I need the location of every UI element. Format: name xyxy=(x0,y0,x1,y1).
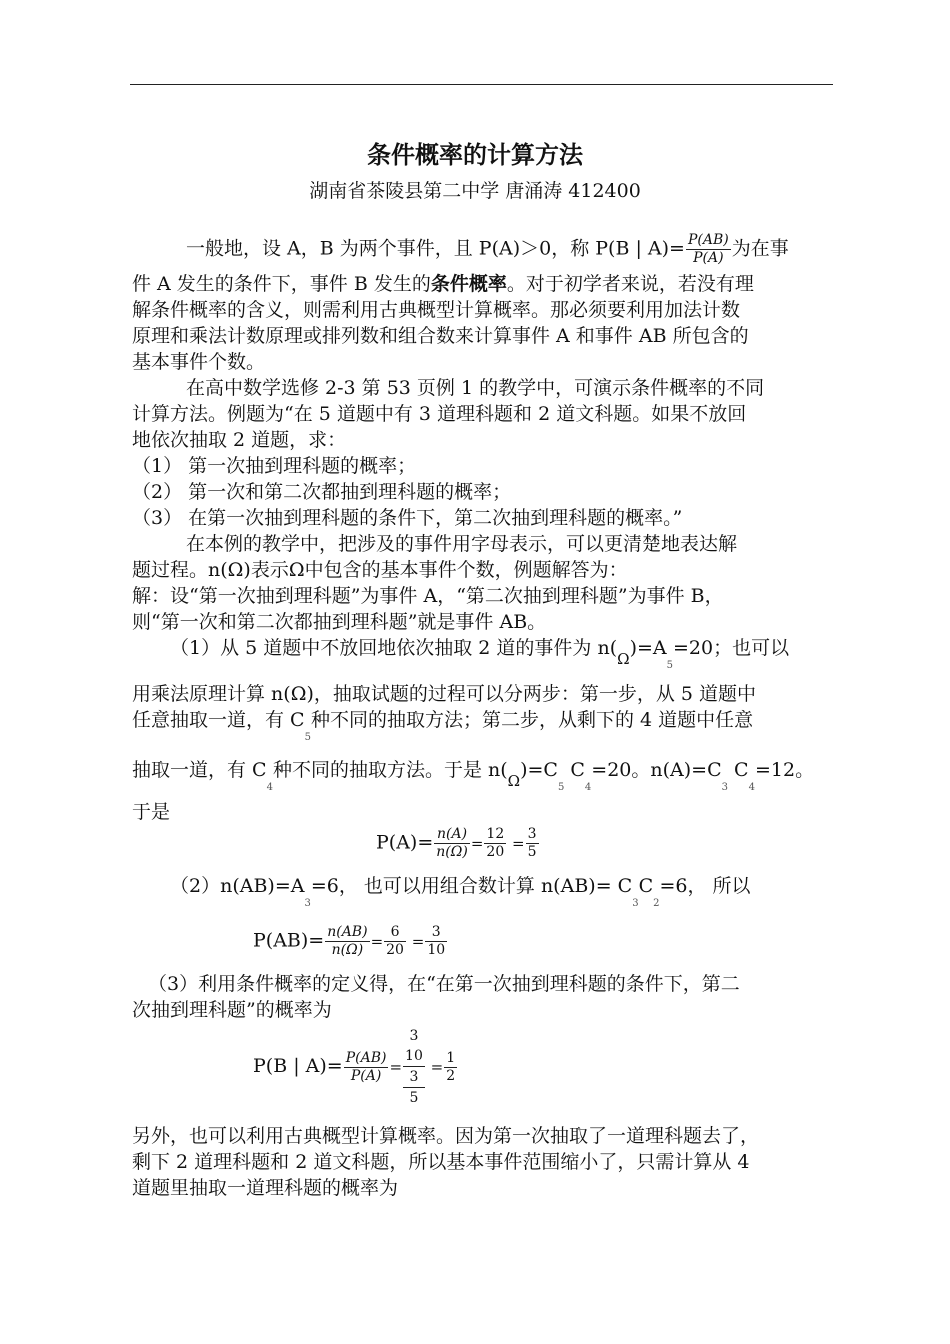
formula-pba: P(B | A)= $\frac{P(AB)}{P(A)}$ = 3 10 3 5 = $\frac{1}{2}$ xyxy=(253,1028,456,1106)
para3-line-2: 题过程。n(Ω)表示Ω中包含的基本事件个数，例题解答为： xyxy=(132,559,628,581)
question-3: （3） 在第一次抽到理科题的条件下，第二次抽到理科题的概率。” xyxy=(132,507,683,529)
header-rule xyxy=(130,84,833,85)
formula-pab: P(AB)= $\frac{n(AB)}{n(\Omega)}$ = $\frac{6}{20}$ = $\frac{3}{10}$ xyxy=(253,924,446,958)
closing-line-1: 另外，也可以利用古典概型计算概率。因为第一次抽取了一道理科题去了， xyxy=(132,1125,760,1147)
intro-line-2: 件 A 发生的条件下，事件 B 发生的条件概率。对于初学者来说，若没有理 xyxy=(132,273,754,295)
compound-fraction: 3 10 3 5 xyxy=(405,1028,423,1106)
intro-line-5: 基本事件个数。 xyxy=(132,351,266,373)
intro-line-4: 原理和乘法计数原理或排列数和组合数来计算事件 A 和事件 AB 所包含的 xyxy=(132,325,749,347)
formula-pa: P(A)= $\frac{n(A)}{n(\Omega)}$ = $\frac{12}{20}$ = $\frac{3}{5}$ xyxy=(376,826,537,860)
closing-line-3: 道题里抽取一道理科题的概率为 xyxy=(132,1177,399,1199)
para2-line-2: 计算方法。例题为“在 5 道题中有 3 道理科题和 2 道文科题。如果不放回 xyxy=(132,403,747,425)
para2-line-3: 地依次抽取 2 道题，求： xyxy=(132,429,347,451)
intro-line-1: 一般地，设 A，B 为两个事件，且 P(A)＞0，称 P(B | A)= $\frac{P(AB)}{P(A)}$ 为在事 xyxy=(186,232,789,266)
para2-line-1: 在高中数学选修 2-3 第 53 页例 1 的教学中，可演示条件概率的不同 xyxy=(186,377,765,399)
question-2: （2） 第一次和第二次都抽到理科题的概率； xyxy=(132,481,512,503)
page-title: 条件概率的计算方法 xyxy=(367,140,583,169)
part1-line-4: 抽取一道，有 $C_4$种不同的抽取方法。于是 $n(_\Omega)=C_5$ $C_4=20$。$n(A)=C_3$ $C_4=12$。 xyxy=(132,759,815,793)
closing-line-2: 剩下 2 道理科题和 2 道文科题，所以基本事件范围缩小了，只需计算从 4 xyxy=(132,1151,750,1173)
para3-line-1: 在本例的教学中，把涉及的事件用字母表示，可以更清楚地表达解 xyxy=(186,533,738,555)
question-1: （1） 第一次抽到理科题的概率； xyxy=(132,455,417,477)
part1-line-3: 任意抽取一道，有 $C_5$种不同的抽取方法；第二步，从剩下的 4 道题中任意 xyxy=(132,709,754,743)
part3-line-1: （3）利用条件概率的定义得，在“在第一次抽到理科题的条件下，第二 xyxy=(148,973,740,995)
part1-line-2: 用乘法原理计算 n(Ω)，抽取试题的过程可以分两步：第一步，从 5 道题中 xyxy=(132,683,757,705)
author-line: 湖南省茶陵县第二中学 唐涌涛 412400 xyxy=(309,180,641,202)
conditional-prob-fraction: $\frac{P(AB)}{P(A)}$ xyxy=(687,232,729,266)
para3-line-3: 解：设“第一次抽到理科题”为事件 A，“第二次抽到理科题”为事件 B， xyxy=(132,585,724,607)
part1-line-1: （1）从 5 道题中不放回地依次抽取 2 道的事件为 $n(_\Omega)=A_5=20$；也可以 xyxy=(170,637,790,671)
para3-line-4: 则“第一次和第二次都抽到理科题”就是事件 AB。 xyxy=(132,611,547,633)
intro-line-3: 解条件概率的含义，则需利用古典概型计算概率。那必须要利用加法计数 xyxy=(132,299,741,321)
part1-line-5: 于是 xyxy=(132,801,171,823)
part2-line: $(2)n(AB)=A_3=6$， 也可以用组合数计算 $n(AB)= C_3C_2=6$， 所以 xyxy=(170,875,751,909)
bold-term: 条件概率 xyxy=(430,273,507,295)
part3-line-2: 次抽到理科题”的概率为 xyxy=(132,999,332,1021)
